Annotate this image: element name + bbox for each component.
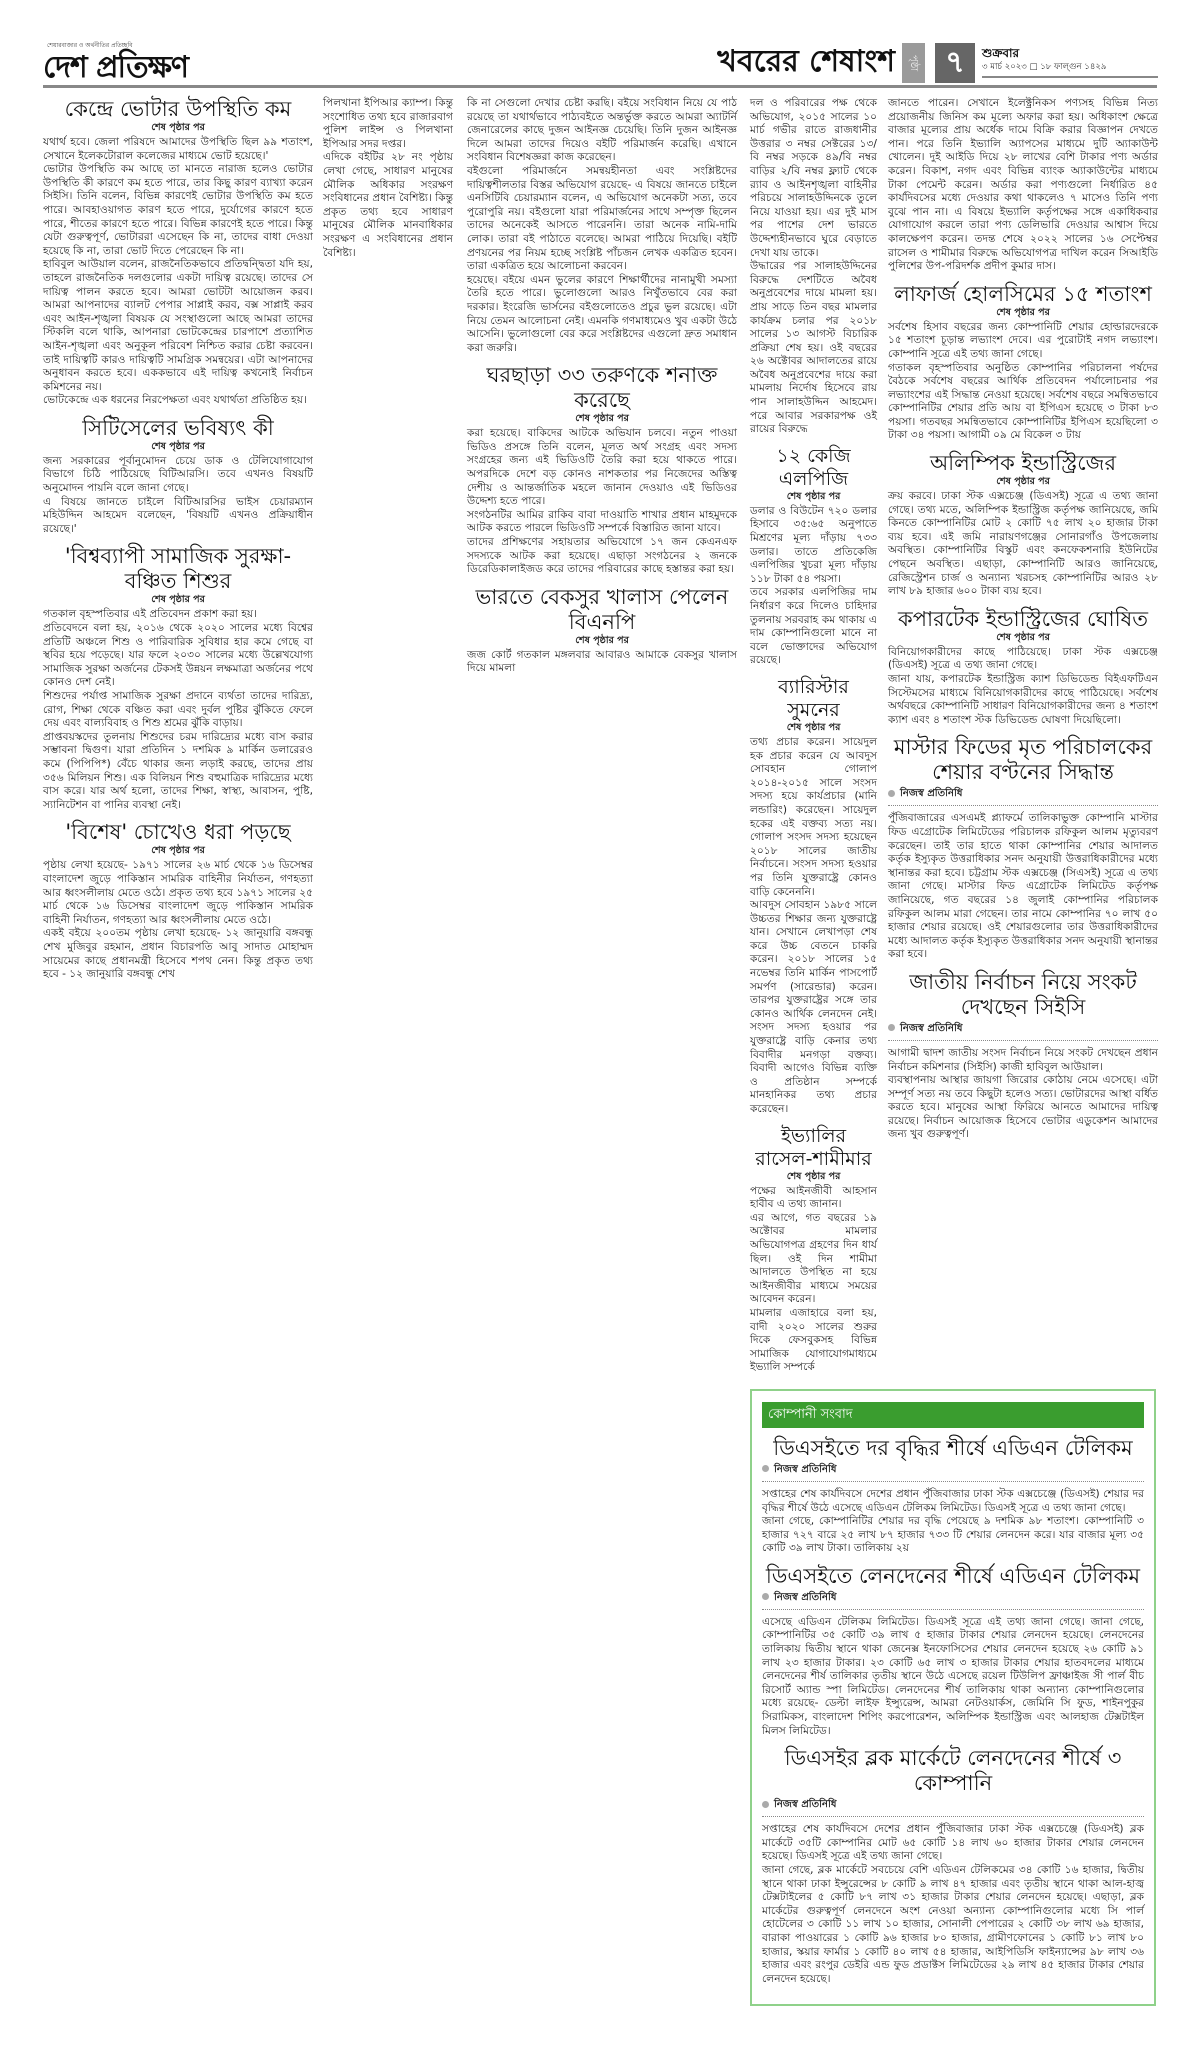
continued-label: শেষ পৃষ্ঠার পর <box>996 306 1050 318</box>
masthead-logo <box>43 40 188 85</box>
article-paragraph: বিনিয়োগকারীদের কাছে পাঠিয়েছে। ঢাকা স্টক এক্সচেঞ্জ (ডিএসই) সূত্রে এ তথ্য জানা গেছে। <box>888 645 1158 672</box>
column-2 <box>323 97 453 308</box>
article-g3 <box>762 1746 1144 1986</box>
right-columns <box>750 97 1158 1383</box>
article-paragraph: তাদের প্রশিক্ষণের সহায়তার অভিযোগে ১৭ জন কেএনএফ সদস্যকে আটক করা হয়েছে। এছাড়া সংগঠনের ২ জনকে ডিরেডিকালাইজড করে তাদের পরিবারের কাছে হস্তান্তর করা হয়। <box>467 536 737 576</box>
article-paragraph: জানা গেছে, কোম্পানিটির শেয়ার দর বৃদ্ধি পেয়েছে ৯ দশমিক ৯৮ শতাংশ। কোম্পানিটি ৩ হাজার ৭২৭ বারে ২৫ লাখ ৮৭ হাজার ৭৩৩ টি শেয়ার লেনদেন করে। যার বাজার মূল্য ৩৫ কোটি ৩৯ লাখ টাকা। তালিকায় ২য় <box>762 1515 1144 1555</box>
continued-label: শেষ পৃষ্ঠার পর <box>575 634 629 646</box>
article-paragraph: যথার্থ হবে। জেলা পরিষদে আমাদের উপস্থিতি ছিল ৯৯ শতাংশ, সেখানে ইলেকটোরাল কলেজের মাধ্যমে ভোট হয়েছে।' <box>43 136 313 162</box>
article-headline: মাস্টার ফিডের মৃত পরিচালকের শেয়ার বণ্টনের সিদ্ধান্ত <box>893 735 1153 785</box>
article-paragraph: জানা যায়, কপারটেক ইন্ডাস্ট্রিজ ক্যাশ ডিভিডেন্ড বিইএফটিএন সিস্টেমসের মাধ্যমে বিনিয়োগকারীদের কাছে পাঠিয়েছে। সর্বশেষ অর্থবছরে কোম্পানিটি সাধারণ বিনিয়োগকারীদের জন্য ৪ শতাংশ ক্যাশ এবং ৪ শতাংশ স্টক ডিভিডেন্ড ঘোষণা দিয়েছিলো। <box>888 673 1158 726</box>
article-paragraph: পিলখানা ইপিআর ক্যাম্প। কিন্তু সংশোধিত তথ্য হবে রাজারবাগ পুলিশ লাইন্স ও পিলখানা ইপিআর সদর দপ্তর। <box>323 97 453 150</box>
byline-text: নিজস্ব প্রতিনিধি <box>900 1022 963 1034</box>
article-paragraph: এসেছে এডিএন টেলিকম লিমিটেড। ডিএসই সূত্রে এই তথ্য জানা গেছে। জানা গেছে, কোম্পানিটির ৩৫ কোটি ৩৯ লাখ ৫ হাজার টাকার শেয়ার লেনদেন হয়েছে। লেনদেনের তালিকায় দ্বিতীয় স্থানে থাকা জেনেক্স ইনফোসিসের শেয়ার লেনদেন হয়েছে ২৬ কোটি ৯১ লাখ ২৩ হাজার টাকার। ২৩ কোটি ৬৫ লাখ ৩ হাজার টাকার শেয়ার হাতবদলের মাধ্যমে লেনদেনের শীর্ষ তালিকার তৃতীয় স্থানে উঠে এসেছে রয়েল টিউলিপ ফ্রাঞ্চাইজ সী পার্ল বীচ রিসোর্ট অ্যান্ড স্পা লিমিটেড। লেনদেনের শীর্ষ তালিকায় থাকা অন্যান্য কোম্পানিগুলোর মধ্যে রয়েছে- ডেল্টা লাইফ ইন্স্যুরেন্স, আমরা নেটওয়ার্কস, জেমিনি সি ফুড, শাইনপুকুর সিরামিকস, বাংলাদেশ শিপিং করপোরেশন, অলিম্পিক ইন্ডাস্ট্রিজ এবং আলহাজ টেক্সটাইল মিলস লিমিটেড। <box>762 1615 1144 1737</box>
article-paragraph: বইগুলো পরিমার্জনে সমন্বয়হীনতা এবং সংশ্লিষ্টদের দায়িত্বশীলতার বিস্তর অভিযোগ রয়েছে- এ বিষয়ে জানতে চাইলে এনসিটিবি চেয়ারম্যান বলেন, এ অভিযোগ অনেকটা সত্য, তবে পুরোপুরি নয়। বইগুলো যারা পরিমার্জনের সাথে সম্পৃক্ত ছিলেন তাদের অনেকেই আসতে পারেননি। তারা অনেক নামি-দামি লোক। তারা বই পাঠাতে বলেছে। আমরা পাঠিয়ে দিয়েছি। বইটি প্রণয়নের পর নিয়ম হচ্ছে সংশ্লিষ্ট পাঁচজন লেখক একত্রিত হবেন। তারা একত্রিত হয়ে আলোচনা করবেন। <box>467 164 737 273</box>
article-paragraph: সর্বশেষ হিসাব বছরের জন্য কোম্পানিটি শেয়ার হোল্ডারদেরকে ১৫ শতাংশ চূড়ান্ত লভ্যাংশ দেবে। এর পুরোটাই নগদ লভ্যাংশ। কোম্পানি সূত্রে এই তথ্য জানা গেছে। <box>888 320 1158 360</box>
article-e1 <box>888 97 1158 274</box>
article-paragraph: দল ও পরিবারের পক্ষ থেকে অভিযোগ, ২০১৫ সালের ১০ মার্চ গভীর রাতে রাজধানীর উত্তরার ৩ নম্বর সেক্টরের ১৩/বি নম্বর সড়কে ৪৯/বি নম্বর বাড়ির ২/বি নম্বর ফ্ল্যাট থেকে র‌্যাব ও আইনশৃঙ্খলা বাহিনীর পরিচয়ে সালাহউদ্দিনকে তুলে নিয়ে যাওয়া হয়। এর দুই মাস পর পাশের দেশ ভারতে উদ্দেশ্যহীনভাবে ঘুরে বেড়াতে দেখা যায় তাকে। <box>750 97 877 259</box>
company-news-header: কোম্পানী সংবাদ <box>762 1402 1144 1428</box>
article-headline: সিটিসেলের ভবিষ্যৎ কী <box>82 415 274 440</box>
article-paragraph: ডলার ও বিউটেন ৭২০ ডলার হিসাবে ৩৫:৬৫ অনুপাতে মিশ্রণের মূল্য দাঁড়ায় ৭৩৩ ডলার। তাতে প্রতিকেজি এলপিজির খুচরা মূল্য দাঁড়ায় ১১৮ টাকা ৫৪ পয়সা। <box>750 504 877 585</box>
article-e2 <box>888 282 1158 443</box>
byline-text: নিজস্ব প্রতিনিধি <box>774 1799 837 1811</box>
bullet-dot-icon <box>888 790 895 797</box>
article-paragraph: পুঁজিবাজারের এসএমই প্ল্যাফর্মে তালিকাভুক্ত কোম্পানি মাস্টার ফিড এগ্রোটেক লিমিটেডের পরিচালক রফিকুল আলম মৃত্যুবরণ করেছেন। তাই তার হাতে থাকা কোম্পানির শেয়ার আদালত কর্তৃক ইস্যুকৃত উত্তরাধিকার সনদ অনুযায়ী উত্তরাধিকারীদের মধ্যে স্থানান্তর করা হবে। চট্টগ্রাম স্টক এক্সচেঞ্জ (সিএসই) সূত্রে এ তথ্য জানা গেছে। মাস্টার ফিড এগ্রোটেক লিমিটেড কর্তৃপক্ষ জানিয়েছে, গত বছরের ১৪ জুলাই কোম্পানির পরিচালক রফিকুল আলম মারা গেছেন। তার নামে কোম্পানির ৭০ লাখ ৫০ হাজার শেয়ার রয়েছে। ওই শেয়ারগুলোর তার উত্তরাধিকারীদের মধ্যে আদালত কর্তৃক ইস্যুকৃত উত্তরাধিকার সনদ অনুযায়ী স্থানান্তর করা হবে। <box>888 812 1158 961</box>
article-e3 <box>888 451 1158 599</box>
article-paragraph: ক্রয় করবে। ঢাকা স্টক এক্সচেঞ্জ (ডিএসই) সূত্রে এ তথ্য জানা গেছে। তথ্য মতে, অলিম্পিক ইন্ডাস্ট্রিজ কর্তৃপক্ষ জানিয়েছে, জমি কিনতে কোম্পানিটির মোট ২ কোটি ৭৫ লাখ ২০ হাজার টাকা ব্যয় হবে। এই জমি নারায়ণগঞ্জের সোনারগাঁও উপজেলায় অবস্থিত। কোম্পানিটির বিস্কুট এবং কনফেকশনারি ইউনিটের পেছনে অবস্থিত। এছাড়া, কোম্পানিটি আরও জানিয়েছে, রেজিস্ট্রেশন চার্জ ও অন্যান্য খরচসহ কোম্পানিটির আরও ২৮ লাখ ৮৯ হাজার ৬০০ টাকা ব্যয় হবে। <box>888 490 1158 598</box>
article-e5 <box>888 735 1158 962</box>
article-e6 <box>888 970 1158 1142</box>
article-headline: ডিএসইতে দর বৃদ্ধির শীর্ষে এডিএন টেলিকম <box>773 1435 1133 1460</box>
article-paragraph: পক্ষের আইনজীবী আহসান হাবীব এ তথ্য জানান। <box>750 1184 877 1211</box>
article-paragraph: মামলার এজাহারে বলা হয়, বাদী ২০২০ সালের শুরুর দিকে ফেসবুকসহ বিভিন্ন সামাজিক যোগাযোগমাধ্যমে ইভ্যালি সম্পর্কে <box>750 1306 877 1374</box>
page-label: পৃষ্ঠা <box>902 43 925 83</box>
article-headline: ইভ্যালির রাসেল-শামীমার <box>755 1124 872 1170</box>
article-headline: 'বিশেষ' চোখেও ধরা পড়ছে <box>65 820 291 845</box>
article-headline: কপারটেক ইন্ডাস্ট্রিজের ঘোষিত <box>898 606 1148 631</box>
section-title: খবরের শেষাংশ <box>717 44 895 79</box>
article-c1 <box>467 97 737 355</box>
byline-text: নিজস্ব প্রতিনিধি <box>900 788 963 800</box>
byline <box>888 787 1158 806</box>
article-paragraph: এদিকে বইটির ২৮ নং পৃষ্ঠায় লেখা গেছে, সাধারণ মানুষের মৌলিক অধিকার সংরক্ষণ সংবিধানের প্রধান বৈশিষ্ট্য। কিন্তু প্রকৃত তথ্য হবে সাধারণ মানুষের মৌলিক মানবাধিকার সংরক্ষণ এ সংবিধানের প্রধান বৈশিষ্ট্য। <box>323 151 453 259</box>
column-4 <box>750 97 877 1383</box>
byline <box>762 1591 1144 1610</box>
article-paragraph: করা হয়েছে। বাকিদের আটকে অভিযান চলবে। নতুন পাওয়া ভিডিও প্রসঙ্গে তিনি বলেন, মূলত অর্থ সংগ্রহ এবং সদস্য সংগ্রহের জন্য এই ভিডিওটি তৈরি করা হয়ে থাকতে পারে। অপরদিকে দেশে বড় কোনও নাশকতার পর নিজেদের অস্তিত্ব দেশীয় ও আন্তর্জাতিক মহলে জানান দেওয়াও এই ভিডিওর উদ্দেশ্য হতে পারে। <box>467 427 737 508</box>
article-paragraph: উদ্ধারের পর সালাহউদ্দিনের বিরুদ্ধে দেশটিতে অবৈধ অনুপ্রবেশের দায়ে মামলা হয়। প্রায় সাড়ে তিন বছর মামলার কার্যক্রম চলার পর ২০১৮ সালের ১৩ আগস্ট বিচারিক প্রক্রিয়া শেষ হয়। ওই বছরের ২৬ অক্টোবর আদালতের রায়ে অবৈধ অনুপ্রবেশের দায়ে করা মামলায় নির্দোষ হিসেবে রায় পান সালাহউদ্দিন আহমেদ। পরে আবার সরকারপক্ষ ওই রায়ের বিরুদ্ধে <box>750 260 877 436</box>
continued-label: শেষ পৃষ্ঠার পর <box>151 845 205 857</box>
article-paragraph: তবে সরকার এলপিজির দাম নির্ধারণ করে দিলেও চাহিদার তুলনায় সরবরাহ কম থাকায় এ দাম কোম্পানিগুলো মানে না বলে ভোক্তাদের অভিযোগ রয়েছে। <box>750 586 877 667</box>
continued-label: শেষ পৃষ্ঠার পর <box>996 476 1050 488</box>
column-5 <box>888 97 1158 1150</box>
article-paragraph: আবদুস সোবহান ১৯৮৫ সালে উচ্চতর শিক্ষার জন্য যুক্তরাষ্ট্রে যান। সেখানে লেখাপড়া শেষ করে উচ্চ বেতনে চাকরি করেন। ২০১৮ সালের ১৫ নভেম্বর তিনি মার্কিন পাসপোর্ট সমর্পণ (সারেন্ডার) করেন। তারপর যুক্তরাষ্ট্রের সঙ্গে তার কোনও আর্থিক লেনদেন নেই। সংসদ সদস্য হওয়ার পর যুক্তরাষ্ট্রে বাড়ি কেনার তথ্য বিবাদীর মনগড়া বক্তব্য। বিবাদী আগেও বিভিন্ন ব্যক্তি ও প্রতিষ্ঠান সম্পর্কে মানহানিকর তথ্য প্রচার করেছেন। <box>750 899 877 1115</box>
right-section <box>750 97 1158 2046</box>
article-b1 <box>323 97 453 260</box>
article-headline: ঘরছাড়া ৩৩ তরুণকে শনাক্ত করেছে <box>486 363 718 413</box>
article-g1 <box>762 1436 1144 1556</box>
article-paragraph: কি না সেগুলো দেখার চেষ্টা করছি। বইয়ে সংবিধান নিয়ে যে পাঠ রয়েছে তা যথার্থভাবে পাঠ্যবইতে অন্তর্ভুক্ত করতে আমরা অ্যাটর্নি জেনারেলের কাছে দুজন আইনজ্ঞ চেয়েছি। তিনি দুজন আইনজ্ঞ দিলে আমরা তাদের দিয়েও বইটি পরিমার্জন করেছি। এখানে সংবিধান বিশেষজ্ঞরা কাজ করেছেন। <box>467 97 737 164</box>
article-headline: লাফার্জ হোলসিমের ১৫ শতাংশ <box>894 281 1152 306</box>
article-paragraph: ব্যবস্থাপনায় আস্থার জায়গা জিরোর কোঠায় নেমে এসেছে। এটা সম্পূর্ণ সত্য নয় তবে কিছুটা হলেও সত্য। ভোটারদের আস্থা বর্ধিত করতে হবে। মানুষের আস্থা ফিরিয়ে আনতে আমাদের দায়িত্ব রয়েছে। নির্বাচন আয়োজক হিসেবে ভোটার এডুকেশন আমাদের জন্য খুব গুরুত্বপূর্ণ। <box>888 1074 1158 1141</box>
company-news-box <box>750 1389 1156 2006</box>
column-1 <box>43 97 313 1030</box>
article-a1 <box>43 97 313 408</box>
article-paragraph: ভোটার উপস্থিতি কম আছে তা মানতে নারাজ হলেও ভোটার উপস্থিতি কী কারণে কম হতে পারে, তার কিছু কারণ ব্যাখ্যা করেন সিইসি। তিনি বলেন, বিভিন্ন কারণেই ভোটার উপস্থিতি কম হতে পারে। আবহাওয়াগত কারণ হতে পারে, দুর্যোগের কারণে হতে পারে, শীতের কারণে হতে পারে। বিভিন্ন কারণেই হতে পারে। কিন্তু যেটা গুরুত্বপূর্ণ, ভোটাররা এসেছেন কি না, তাদের বাধা দেওয়া হয়েছে কি না, তারা ভোট দিতে পেরেছেন কি না। <box>43 163 313 257</box>
article-g2 <box>762 1564 1144 1738</box>
byline-text: নিজস্ব প্রতিনিধি <box>774 1463 837 1475</box>
byline <box>762 1463 1144 1482</box>
bullet-dot-icon <box>762 1593 769 1600</box>
page-number: ৭ <box>935 43 975 83</box>
article-c3 <box>467 585 737 676</box>
article-paragraph: সপ্তাহের শেষ কার্যদিবসে দেশের প্রধান পুঁজিবাজার ঢাকা স্টক এক্সচেঞ্জে (ডিএসই) ব্লক মার্কেটে ৩৫টি কোম্পানির মোট ৬৫ কোটি ১৪ লাখ ৬০ হাজার টাকার শেয়ার লেনদেন হয়েছে। ডিএসই সূত্রে এই তথ্য জানা গেছে। <box>762 1823 1144 1863</box>
continued-label: শেষ পৃষ্ঠার পর <box>151 594 205 606</box>
article-paragraph: জানতে পারেন। সেখানে ইলেক্ট্রনিকস পণ্যসহ বিভিন্ন নিত্য প্রয়োজনীয় জিনিস কম মূল্যে অফার করা হয়। অধিকাংশ ক্ষেত্রে বাজার মূল্যের প্রায় অর্ধেক দামে বিক্রি করার বিজ্ঞাপন দেখতে পান। পরে তিনি ইভ্যালি অ্যাপসের মাধ্যমে দুটি অ্যাকাউন্ট খোলেন। দুই আইডি দিয়ে ২৮ লাখের বেশি টাকার পণ্য অর্ডার করেন। বিকাশ, নগদ এবং বিভিন্ন ব্যাংক অ্যাকাউন্টের মাধ্যমে টাকা পেমেন্ট করেন। অর্ডার করা পণ্যগুলো নির্ধারিত ৪৫ কার্যদিবসের মধ্যে দেওয়ার কথা থাকলেও ৭ মাসেও তিনি পণ্য বুঝে পান না। এ বিষয়ে ইভ্যালি কর্তৃপক্ষের সঙ্গে একাধিকবার যোগাযোগ করলে তারা পণ্য ডেলিভারি দেওয়ার আশ্বাস দিয়ে কালক্ষেপণ করেন। তদন্ত শেষে ২০২২ সালের ১৬ সেপ্টেম্বর রাসেল ও শামীমার বিরুদ্ধে অভিযোগপত্র দাখিল করেন সিআইডি পুলিশের উপ-পরিদর্শক প্রদীপ কুমার দাস। <box>888 97 1158 273</box>
article-paragraph: গতকাল বৃহস্পতিবার এই প্রতিবেদন প্রকাশ করা হয়। <box>43 608 257 621</box>
article-paragraph: আগামী দ্বাদশ জাতীয় সংসদ নির্বাচন নিয়ে সংকট দেখছেন প্রধান নির্বাচন কমিশনার (সিইসি) কাজী হাবিবুল আউয়াল। <box>888 1046 1158 1073</box>
continued-label: শেষ পৃষ্ঠার পর <box>786 721 841 733</box>
newspaper-logo: দেশ প্রতিক্ষণ <box>43 50 189 85</box>
article-headline: ১২ কেজি এলপিজি <box>776 444 851 490</box>
article-e4 <box>888 607 1158 728</box>
continued-label: শেষ পৃষ্ঠার পর <box>575 413 629 425</box>
masthead-divider <box>43 85 1157 88</box>
article-a2 <box>43 416 313 537</box>
weekday: শুক্রবার <box>982 46 1020 60</box>
article-headline: জাতীয় নির্বাচন নিয়ে সংকট দেখছেন সিইসি <box>909 969 1137 1019</box>
byline-text: নিজস্ব প্রতিনিধি <box>774 1591 837 1603</box>
article-headline: অলিম্পিক ইন্ডাস্ট্রিজের <box>929 451 1117 476</box>
article-headline: কেন্দ্রে ভোটার উপস্থিতি কম <box>64 97 292 121</box>
bullet-dot-icon <box>888 1024 895 1031</box>
article-paragraph: জন্য সরকারের পূর্বানুমোদন চেয়ে ডাক ও টেলিযোগাযোগ বিভাগে চিঠি পাঠিয়েছে বিটিআরসি। তবে এখনও বিষয়টি অনুমোদন পায়নি বলে জানা গেছে। <box>43 454 313 495</box>
article-d3 <box>750 676 877 1117</box>
article-headline: ডিএসইতে লেনদেনের শীর্ষে এডিএন টেলিকম <box>765 1563 1141 1588</box>
article-headline: ডিএসইর ব্লক মার্কেটে লেনদেনের শীর্ষে ৩ কোম্পানি <box>784 1746 1122 1796</box>
article-paragraph: এর আগে, গত বছরের ১৯ অক্টোবর মামলার অভিযোগপত্র গ্রহণের দিন ধার্য ছিল। ওই দিন শামীমা আদালতে উপস্থিত না হয়ে আইনজীবীর মাধ্যমে সময়ের আবেদন করেন। <box>750 1211 877 1306</box>
article-paragraph: হাবিবুল আউয়াল বলেন, রাজনৈতিকভাবে প্রতিদ্বন্দ্বিতা যদি হয়, তাহলে রাজনৈতিক দলগুলোর একটা দায়িত্ব রয়েছে। তাদের সে দায়িত্ব পালন করতে হবে। আমরা ভোটটা আয়োজন করব। আমরা আপনাদের ব্যালট পেপার সাপ্লাই করব, বক্স সাপ্লাই করব এবং আইন-শৃঙ্খলা বিষয়ক যে সংস্থাগুলো আছে আমরা তাদের স্টিকলি বলে থাকি, আপনারা ভোটকেন্দ্রের চারপাশে প্রত্যাশিত আইন-শৃঙ্খলা এবং অনুকূল পরিবেশ নিশ্চিত করার চেষ্টা করবেন। তাই দায়িত্বটি কারও দায়িত্বটি সামগ্রিক সমন্বয়ের। এটা আপনাদের অনুধাবন করতে হবে। এককভাবে এই দায়িত্ব কখনোই নির্বাচন কমিশনের নয়। <box>43 258 313 393</box>
byline <box>888 1022 1158 1041</box>
continued-label: শেষ পৃষ্ঠার পর <box>151 440 205 452</box>
dateline <box>982 46 1158 78</box>
article-paragraph: প্রাপ্তবয়স্কদের তুলনায় শিশুদের চরম দারিদ্র্যের মধ্যে বাস করার সম্ভাবনা দ্বিগুণ। যারা প্রতিদিন ১ দশমিক ৯ মার্কিন ডলারেরও কমে (পিপিপি*) বেঁচে থাকার জন্য লড়াই করছে, তাদের প্রায় ৩৫৬ মিলিয়ন শিশু। এক বিলিয়ন শিশু বহুমাত্রিক দারিদ্র্যের মধ্যে বাস করে। যার অর্থ হলো, তাদের শিক্ষা, স্বাস্থ্য, আবাসন, পুষ্টি, স্যানিটেশন বা পানির ব্যবস্থা নেই। <box>43 730 313 811</box>
article-d4 <box>750 1125 877 1375</box>
article-paragraph: জজ কোর্ট গতকাল মঙ্গলবার আবারও আমাকে বেকসুর খালাস দিয়ে মামলা <box>467 648 737 675</box>
article-paragraph: প্রতিবেদনে বলা হয়, ২০১৬ থেকে ২০২০ সালের মধ্যে বিশ্বের প্রতিটি অঞ্চলে শিশু ও পারিবারিক সুবিধার হার কমে গেছে বা স্থবির হয়ে পড়েছে। যার ফলে ২০৩০ সালের মধ্যে উল্লেখযোগ্য সামাজিক সুরক্ষা অর্জনের টেকসই উন্নয়ন লক্ষমাত্রা অর্জনের পথে কোনও দেশ নেই। <box>43 622 313 689</box>
continued-label: শেষ পৃষ্ঠার পর <box>996 631 1050 643</box>
article-d2 <box>750 445 877 668</box>
article-paragraph: হয়েছে। বইয়ে এমন ভুলের কারণে শিক্ষার্থীদের নানামুখী সমস্যা তৈরি হতে পারে। ভুলোগুলো আরও নিখুঁতভাবে বের করা দরকার। ইংরেজি ভার্সনের বইগুলোতেও প্রচুর ভুল রয়েছে। এটা নিয়ে তেমন আলোচনা নেই। এমনকি গণমাধ্যমেও খুব একটা উঠে আসেনি। ভুলোগুলো বের করে সংশ্লিষ্টদের এগুলো দ্রুত সমাধান করা জরুরি। <box>467 273 737 354</box>
article-paragraph: গতাকল বৃহস্পতিবার অনুষ্ঠিত কোম্পানির পরিচালনা পর্ষদের বৈঠকে সর্বশেষ বছরের আর্থিক প্রতিবেদন পর্যালোচনার পর লভ্যাংশের এই সিদ্ধান্ত নেওয়া হয়েছে। সর্বশেষ বছরে সমন্বিতভাবে কোম্পানিটির শেয়ার প্রতি আয় বা ইপিএস হয়েছে ৩ টাকা ৮৩ পয়সা। গতবছর সমন্বিতভাবে কোম্পানিটির ইপিএস হয়েছিলো ৩ টাকা ৩৪ পয়সা। আগামী ০৯ মে বিকেল ৩ টায় <box>888 361 1158 442</box>
continued-label: শেষ পৃষ্ঠার পর <box>786 1170 841 1182</box>
article-headline: ব্যারিস্টার সুমনের <box>778 675 849 721</box>
article-headline: 'বিশ্বব্যাপী সামাজিক সুরক্ষা-বঞ্চিত শিশুর <box>64 544 292 594</box>
article-a3 <box>43 544 313 812</box>
article-paragraph: সপ্তাহের শেষ কার্যদিবসে দেশের প্রধান পুঁজিবাজার ঢাকা স্টক এক্সচেঞ্জে (ডিএসই) শেয়ার দর বৃদ্ধির শীর্ষে উঠে এসেছে এডিএন টেলিকম লিমিটেড। ডিএসই সূত্রে এ তথ্য জানা গেছে। <box>762 1487 1144 1514</box>
bullet-dot-icon <box>762 1801 769 1808</box>
continued-label: শেষ পৃষ্ঠার পর <box>786 490 841 502</box>
article-headline: ভারতে বেকসুর খালাস পেলেন বিএনপি <box>475 584 729 634</box>
continued-label: শেষ পৃষ্ঠার পর <box>151 122 205 133</box>
article-c2 <box>467 363 737 577</box>
byline <box>762 1798 1144 1817</box>
article-d1 <box>750 97 877 437</box>
article-paragraph: জানা গেছে, ব্লক মার্কেটে সবচেয়ে বেশি এডিএন টেলিকমের ৩৪ কোটি ১৬ হাজার, দ্বিতীয় স্থানে থাকা ঢাকা ইন্সুরেন্সের ৮ কোটি ৯ লাখ ৪৭ হাজার এবং তৃতীয় স্থানে থাকা আল-হাজ্ব টেক্সটাইলের ৫ কোটি ৮৭ লাখ ৩১ হাজার টাকার শেয়ার লেনদেন হয়েছে। এছাড়া, ব্লক মার্কেটের গুরুত্বপূর্ণ লেনদেনে অংশ নেওয়া অন্যান্য কোম্পানিগুলোর মধ্যে সি পার্ল হোটেলের ৩ কোটি ১১ লাখ ১০ হাজার, সোনালী পেপারের ২ কোটি ৩৮ লাখ ৬৯ হাজার, বারাকা পাওয়ারের ১ কোটি ৯৬ হাজার ৮০ হাজার, গ্রামীণফোনের ১ কোটি ৮১ লাখ ৮০ হাজার, স্কয়ার ফার্মার ১ কোটি ৪০ লাখ ৫৪ হাজার, আইপিডিসি ফাইন্যান্সের ৯৮ লাখ ৩৬ হাজার এবং রংপুর ডেইরি এন্ড ফুড প্রডাক্টস লিমিটেডের ২৯ লাখ ৪৫ হাজার টাকার শেয়ার লেনদেন হয়েছে। <box>762 1864 1144 1985</box>
article-paragraph: সংগঠনটির আমির রাকিব বাবা দাওয়াতি শাখার প্রধান মাহমুদকে আটক করতে পারলে ভিডিওটি সম্পর্কে বিস্তারিত জানা যাবে। <box>467 508 737 535</box>
article-paragraph: তথ্য প্রচার করেন। সায়েদুল হক প্রচার করেন যে আবদুস সোবহান গোলাপ ২০১৪-২০১৫ সালে সংসদ সদস্য হয়ে কার্যপ্রচার (মানি লন্ডারিং) করেছেন। সায়েদুল হকের এই বক্তব্য সত্য নয়। গোলাপ সংসদ সদস্য হয়েছেন ২০১৮ সালের জাতীয় নির্বাচনে। সংসদ সদস্য হওয়ার পর তিনি যুক্তরাষ্ট্রে কোনও বাড়ি কেনেননি। <box>750 735 877 898</box>
column-3 <box>467 97 737 724</box>
article-paragraph: এ বিষয়ে জানতে চাইলে বিটিআরসির ভাইস চেয়ারম্যান মহিউদ্দিন আহমেদ বলেছেন, 'বিষয়টি এখনও প্রক্রিয়াধীন রয়েছে।' <box>43 495 313 535</box>
article-paragraph: একই বইয়ে ২০০তম পৃষ্ঠায় লেখা হয়েছে- ১২ জানুয়ারি বঙ্গবন্ধু শেখ মুজিবুর রহমান, প্রধান বিচারপতি আবু সাদাত মোহাম্মদ সায়েমের কাছে প্রধানমন্ত্রী হিসেবে শপথ নেন। কিন্তু প্রকৃত তথ্য হবে - ১২ জানুয়ারি বঙ্গবন্ধু শেখ <box>43 927 313 981</box>
article-a4 <box>43 820 313 981</box>
article-paragraph: ভোটকেন্দ্রে এক ধরনের নিরপেক্ষতা এবং যথার্থতা প্রতিষ্ঠিত হয়। <box>43 394 307 407</box>
date: ৩ মার্চ ২০২৩ □ ১৮ ফাল্গুন ১৪২৯ <box>982 62 1107 72</box>
article-paragraph: শিশুদের পর্যাপ্ত সামাজিক সুরক্ষা প্রদানে ব্যর্থতা তাদের দারিদ্র্য, রোগ, শিক্ষা থেকে বঞ্চিত করা এবং দুর্বল পুষ্টির ঝুঁকিতে ফেলে দেয় এবং বাল্যবিবাহ ও শিশু শ্রমের ঝুঁকি বাড়ায়। <box>43 690 313 730</box>
masthead-tagline: শেয়ারবাজার ও অর্থনীতির প্রতিচ্ছবি <box>47 42 133 49</box>
article-paragraph: পৃষ্ঠায় লেখা হয়েছে- ১৯৭১ সালের ২৬ মার্চ থেকে ১৬ ডিসেম্বর বাংলাদেশ জুড়ে পাকিস্তান সামরিক বাহিনীর নির্যাতন, গণহত্যা আর ধ্বংসলীলায় মেতে ওঠে। প্রকৃত তথ্য হবে ১৯৭১ সালের ২৫ মার্চ থেকে ১৬ ডিসেম্বর বাংলাদেশ জুড়ে পাকিস্তান সামরিক বাহিনী নির্যাতন, গণহত্যা আর ধ্বংসলীলায় মেতে ওঠে। <box>43 859 313 926</box>
bullet-dot-icon <box>762 1465 769 1472</box>
